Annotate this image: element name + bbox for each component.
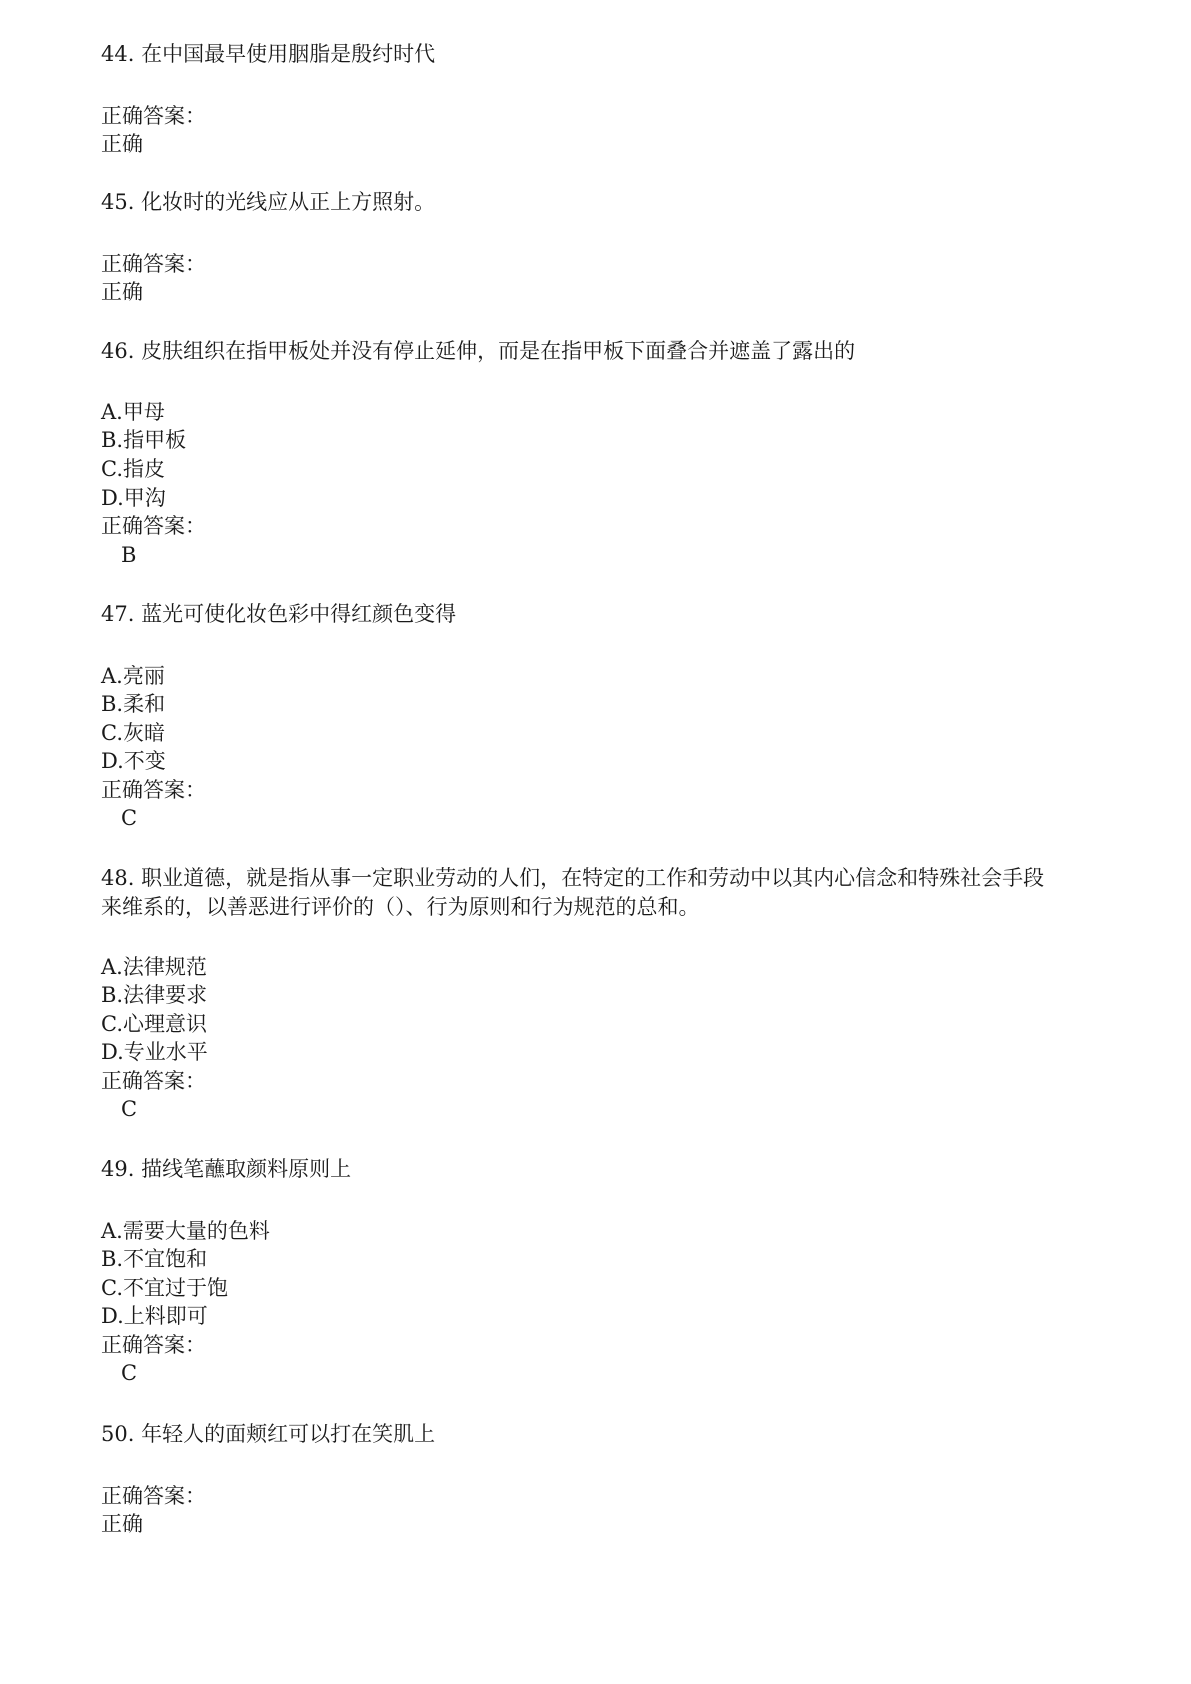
question-49-option-c: C.不宜过于饱 [101,1276,228,1300]
question-48-stem-continued: 来维系的，以善恶进行评价的（）、行为原则和行为规范的总和。 [101,895,700,919]
question-48-answer-label: 正确答案： [101,1069,206,1093]
question-47-answer-label: 正确答案： [101,778,206,802]
question-50-stem: 50. 年轻人的面颊红可以打在笑肌上 [101,1422,436,1446]
question-48-stem: 48. 职业道德，就是指从事一定职业劳动的人们，在特定的工作和劳动中以其内心信念和特殊社会手段 [101,866,1045,890]
question-48-option-a: A.法律规范 [101,955,207,979]
question-44-answer: 正确 [101,132,143,156]
question-50-answer-label: 正确答案： [101,1484,206,1508]
question-45-stem: 45. 化妆时的光线应从正上方照射。 [101,190,436,214]
question-46-answer-label: 正确答案： [101,514,206,538]
question-49-option-b: B.不宜饱和 [101,1247,208,1271]
question-49-stem: 49. 描线笔蘸取颜料原则上 [101,1157,352,1181]
question-47-option-a: A.亮丽 [101,664,165,688]
question-48-option-c: C.心理意识 [101,1012,207,1036]
question-46-option-c: C.指皮 [101,457,165,481]
question-49-option-a: A.需要大量的色料 [101,1219,270,1243]
question-49-answer: C [121,1361,138,1385]
question-47-option-d: D.不变 [101,749,166,773]
question-49-answer-label: 正确答案： [101,1333,206,1357]
question-45-answer: 正确 [101,280,143,304]
question-50-answer: 正确 [101,1512,143,1536]
question-49-option-d: D.上料即可 [101,1304,208,1328]
question-47-stem: 47. 蓝光可使化妆色彩中得红颜色变得 [101,602,457,626]
question-46-answer: B [121,543,137,567]
question-46-option-d: D.甲沟 [101,486,166,510]
question-46-option-a: A.甲母 [101,400,165,424]
question-47-answer: C [121,806,138,830]
question-46-stem: 46. 皮肤组织在指甲板处并没有停止延伸，而是在指甲板下面叠合并遮盖了露出的 [101,339,856,363]
question-45-answer-label: 正确答案： [101,252,206,276]
question-46-option-b: B.指甲板 [101,428,187,452]
question-44-answer-label: 正确答案： [101,104,206,128]
question-48-option-b: B.法律要求 [101,983,208,1007]
question-47-option-c: C.灰暗 [101,721,165,745]
question-44-stem: 44. 在中国最早使用胭脂是殷纣时代 [101,42,436,66]
question-48-answer: C [121,1097,138,1121]
question-48-option-d: D.专业水平 [101,1040,208,1064]
question-47-option-b: B.柔和 [101,692,166,716]
